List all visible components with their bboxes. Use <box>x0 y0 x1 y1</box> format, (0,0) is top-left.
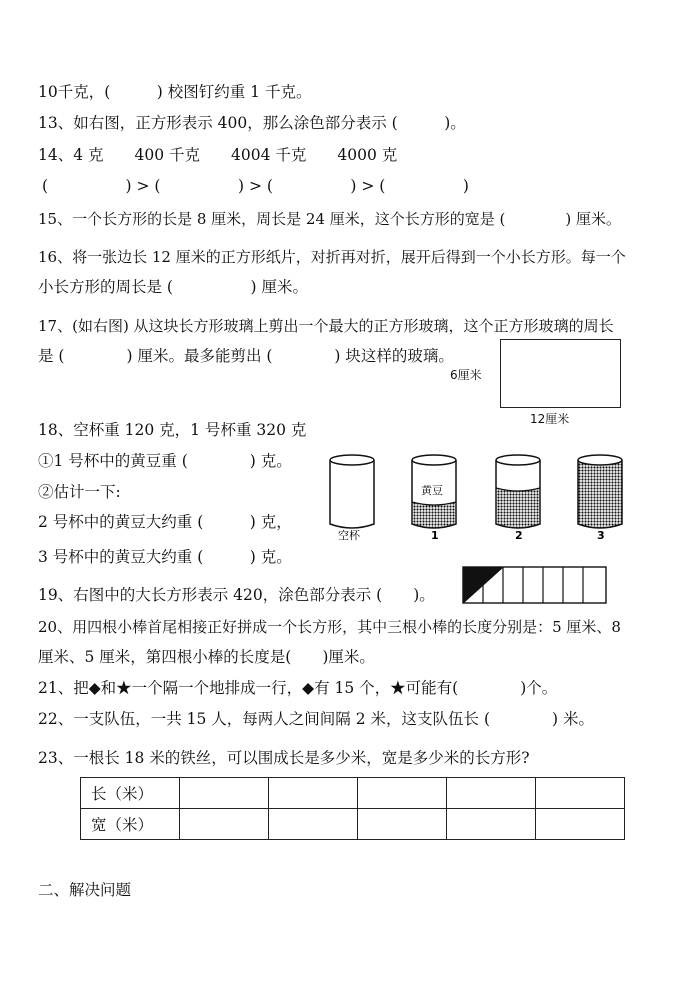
table-cell[interactable] <box>358 778 447 809</box>
q22: 22、一支队伍，一共 15 人，每两人之间间隔 2 米，这支队伍长 ( ) 米。 <box>38 710 594 728</box>
q23: 23、一根长 18 米的铁丝，可以围成长是多少米，宽是多少米的长方形? <box>38 749 530 767</box>
q17-line2: 是 ( ) 厘米。最多能剪出 ( ) 块这样的玻璃。 <box>38 347 454 365</box>
cup-label-2: 2 <box>515 529 523 542</box>
row-label-length: 长（米） <box>81 778 180 809</box>
q19: 19、右图中的大长方形表示 420，涂色部分表示 ( )。 <box>38 586 435 604</box>
cup-label-empty: 空杯 <box>338 529 360 542</box>
table-cell[interactable] <box>358 809 447 840</box>
q18-cup2: 2 号杯中的黄豆大约重 ( ) 克， <box>38 513 292 531</box>
table-cell[interactable] <box>447 778 536 809</box>
length-width-table <box>80 777 625 840</box>
q18-cup3: 3 号杯中的黄豆大约重 ( ) 克。 <box>38 548 292 566</box>
q14-options: 14、4 克 400 千克 4004 千克 4000 克 <box>38 146 398 164</box>
table-cell[interactable] <box>269 809 358 840</box>
table-cell[interactable] <box>447 809 536 840</box>
cup-3 <box>578 455 622 528</box>
q13: 13、如右图，正方形表示 400，那么涂色部分表示 ( )。 <box>38 114 466 132</box>
divided-rectangle-figure <box>462 566 608 606</box>
q15: 15、一个长方形的长是 8 厘米，周长是 24 厘米，这个长方形的宽是 ( ) 厘米。 <box>38 210 622 228</box>
cup-2 <box>496 455 540 528</box>
q20-line2: 厘米、5 厘米，第四根小棒的长度是( )厘米。 <box>38 648 375 666</box>
section-heading: 二、解决问题 <box>38 881 132 899</box>
q21: 21、把◆和★一个隔一个地排成一行，◆有 15 个，★可能有( )个。 <box>38 679 558 697</box>
row-label-width: 宽（米） <box>81 809 180 840</box>
q14-blanks: ( ) > ( ) > ( ) > ( ) <box>42 177 469 195</box>
empty-cup <box>330 455 374 528</box>
q18: 18、空杯重 120 克，1 号杯重 320 克 <box>38 421 307 439</box>
q16-line1: 16、将一张边长 12 厘米的正方形纸片，对折再对折，展开后得到一个小长方形。每一个 <box>38 248 626 266</box>
q10: 10千克，( ) 校图钉约重 1 千克。 <box>38 83 312 101</box>
width-label: 12厘米 <box>530 412 570 426</box>
cups-figure <box>320 448 630 544</box>
q20-line1: 20、用四根小棒首尾相接正好拼成一个长方形，其中三根小棒的长度分别是：5 厘米、8 <box>38 618 621 636</box>
table-cell[interactable] <box>269 778 358 809</box>
q17-line1: 17、(如右图) 从这块长方形玻璃上剪出一个最大的正方形玻璃，这个正方形玻璃的周长 <box>38 317 614 335</box>
height-label: 6厘米 <box>450 368 482 382</box>
q18-part1: ①1 号杯中的黄豆重 ( ) 克。 <box>38 452 292 470</box>
beans-label: 黄豆 <box>421 484 443 497</box>
glass-rectangle <box>500 339 621 408</box>
table-cell[interactable] <box>180 809 269 840</box>
table-row-length <box>81 778 625 809</box>
cup-label-3: 3 <box>597 529 605 542</box>
table-cell[interactable] <box>536 809 625 840</box>
table-cell[interactable] <box>536 778 625 809</box>
q18-part2: ②估计一下: <box>38 483 121 501</box>
glass-rectangle-figure <box>450 338 630 430</box>
cup-label-1: 1 <box>431 529 439 542</box>
q16-line2: 小长方形的周长是 ( ) 厘米。 <box>38 278 308 296</box>
table-row-width <box>81 809 625 840</box>
table-cell[interactable] <box>180 778 269 809</box>
